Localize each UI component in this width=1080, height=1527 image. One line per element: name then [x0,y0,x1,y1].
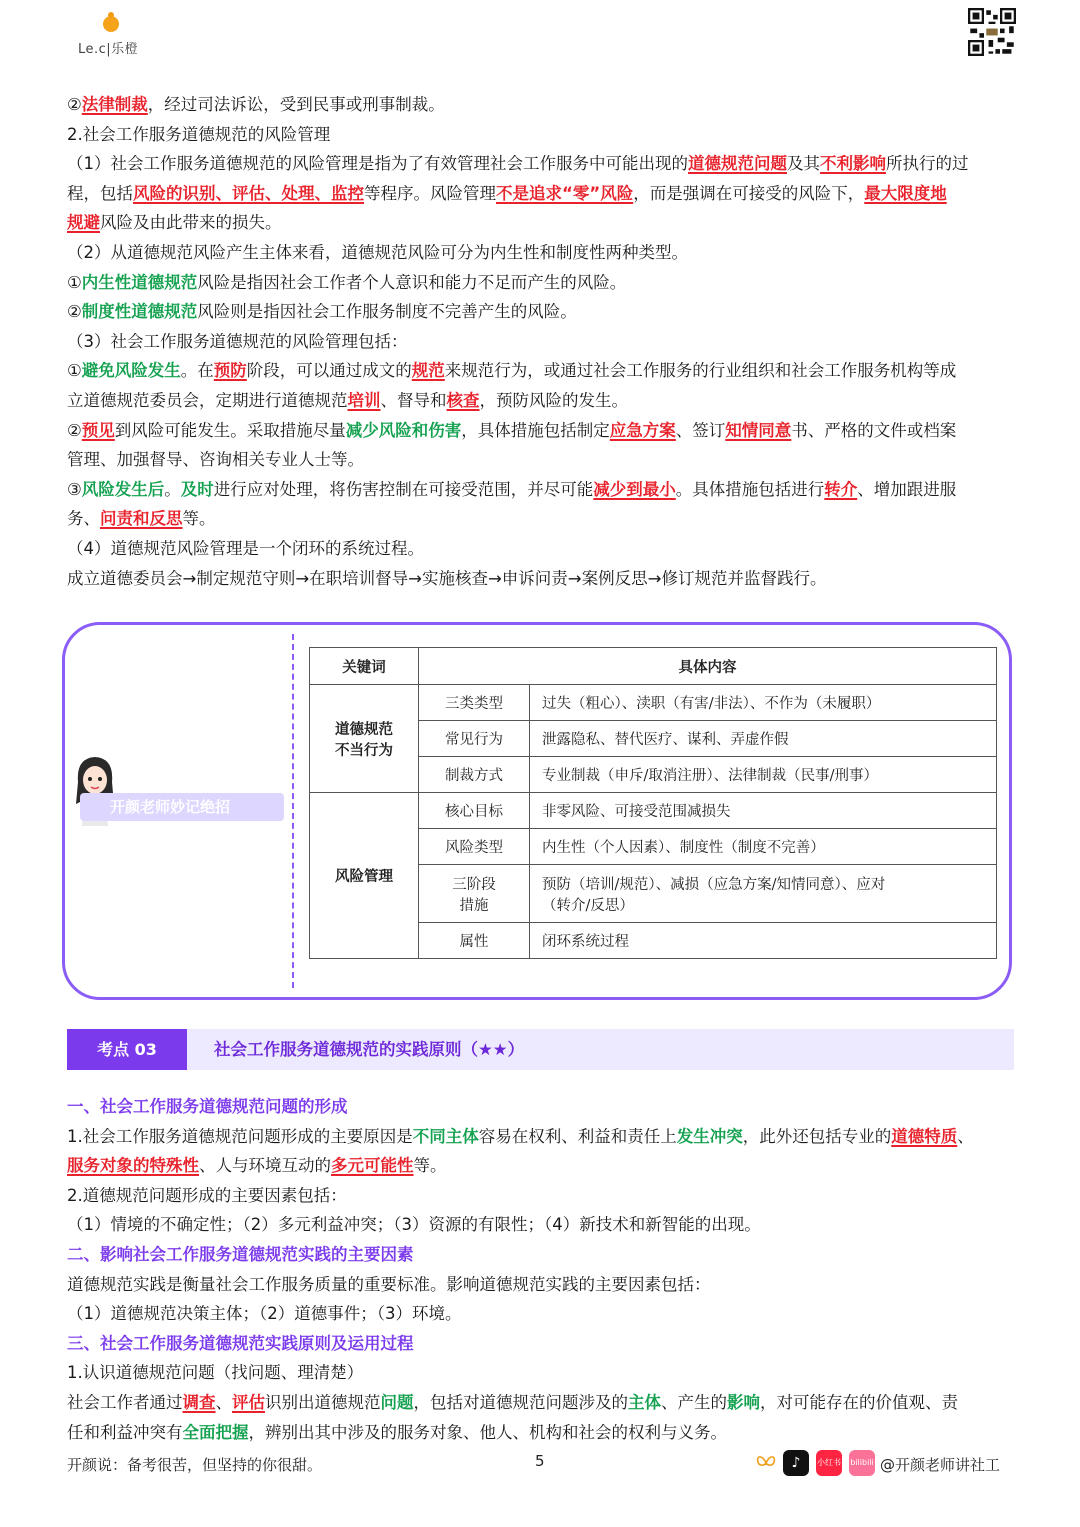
highlight-text: 预见 [81,420,115,440]
text-span: 2.社会工作服务道德规范的风险管理 [67,124,331,144]
text-line [67,475,1017,505]
key-cell: 核心目标 [419,793,530,829]
social-handle: @开颜老师讲社工 [880,1456,1001,1474]
douyin-icon: ♪ [783,1450,809,1476]
text-span: 、 [957,1126,974,1146]
xiaohongshu-icon: 小红书 [816,1450,842,1476]
text-line [67,1181,1017,1211]
text-line [67,327,1017,357]
key-cell: 三阶段 措施 [419,865,530,923]
text-span: ，预防风险的发生。 [479,390,628,410]
text-span: 阶段，可以通过成文的 [246,361,412,381]
text-line [67,268,1017,298]
group-cell: 风险管理 [310,793,419,959]
text-span: 、人与环境互动的 [199,1156,331,1176]
text-span: 、增加跟进服 [857,479,957,499]
text-span: 。在 [180,361,214,381]
key-cell: 三类类型 [419,685,530,721]
text-span: （1）情境的不确定性；（2）多元利益冲突；（3）资源的有限性；（4）新技术和新智能的出现。 [67,1215,761,1235]
key-cell: 制裁方式 [419,757,530,793]
highlight-text: 法律制裁 [81,95,148,114]
highlight-text: 调查 [182,1392,216,1412]
text-span: 及其 [787,154,820,174]
highlight-text: 制度性道德规范 [81,302,198,322]
highlight-text: 内生性道德规范 [81,272,198,292]
table-header-row [310,648,997,685]
key-cell: 风险类型 [419,829,530,865]
highlight-text: 二、影响社会工作服务道德规范实践的主要因素 [67,1244,414,1264]
text-span: 成立道德委员会→制定规范守则→在职培训督导→实施核查→申诉问责→案例反思→修订规范并监督践行。 [67,568,827,588]
highlight-text: 不利影响 [820,154,886,174]
text-span: 、产生的 [661,1392,727,1412]
text-span: 。具体措施包括进行 [675,479,825,499]
text-line [67,1151,1017,1181]
highlight-text: 主体 [628,1392,661,1412]
text-span: ，而是强调在可接受的风险下， [633,183,865,203]
text-span: 到风险可能发生。采取措施尽量 [114,420,346,440]
highlight-text: 不同主体 [412,1126,479,1146]
text-line [67,1092,1017,1122]
highlight-text: 全面把握 [182,1422,249,1442]
text-line [67,534,1017,564]
text-line [67,179,1017,209]
text-span: ，对可能存在的价值观、责 [760,1392,958,1412]
table-header-keyword: 关键词 [310,648,419,685]
highlight-text: 规避 [67,213,100,233]
exam-point-bar [67,1029,1014,1070]
text-line [67,564,1017,594]
table-row [310,685,997,721]
text-span: 、督导和 [380,390,447,410]
text-span: ，此外还包括专业的 [742,1126,892,1146]
text-span: 。 [164,479,181,499]
text-span: 识别出道德规范 [265,1392,381,1412]
text-line [67,1388,1017,1418]
value-cell: 内生性（个人因素）、制度性（制度不完善） [530,829,997,865]
text-span: （4）道德规范风险管理是一个闭环的系统过程。 [67,538,424,558]
text-span: 立道德规范委员会，定期进行道德规范 [67,390,348,410]
highlight-text: 评估 [232,1392,265,1412]
highlight-text: 多元可能性 [331,1156,414,1176]
text-span: 1.社会工作服务道德规范问题形成的主要原因是 [67,1126,413,1146]
highlight-text: 问题 [380,1392,414,1412]
text-line [67,238,1017,268]
keyword-table [309,647,997,959]
text-span: ② [67,95,82,114]
logo-text: Le.c|乐橙 [78,42,139,57]
table-row [310,793,997,829]
text-line [67,1418,1017,1448]
value-cell: 闭环系统过程 [530,923,997,959]
text-span: 任和利益冲突有 [67,1422,183,1442]
text-span: ② [67,302,82,322]
highlight-text: 发生冲突 [676,1126,743,1146]
text-span: 风险则是指因社会工作服务制度不完善产生的风险。 [197,302,577,322]
highlight-text: 最大限度地 [864,183,947,203]
text-line [67,149,1017,179]
exam-point-title: 社会工作服务道德规范的实践原则（★★） [214,1040,525,1059]
text-span: （3）社会工作服务道德规范的风险管理包括： [67,331,408,351]
text-span: 程，包括 [67,183,133,203]
text-line [67,356,1017,386]
highlight-text: 一、社会工作服务道德规范问题的形成 [67,1097,348,1116]
text-line [67,120,1017,150]
text-span: 2.道德规范问题形成的主要因素包括： [67,1185,347,1205]
text-span: （1）道德规范决策主体；（2）道德事件；（3）环境。 [67,1304,462,1324]
highlight-text: 问责和反思 [100,509,183,529]
text-span: 风险及由此带来的损失。 [100,213,282,233]
memory-tip-label: 开颜老师妙记绝招 [80,793,284,821]
key-cell: 常见行为 [419,721,530,757]
text-span: （2）从道德规范风险产生主体来看，道德规范风险可分为内生性和制度性两种类型。 [67,242,688,262]
value-cell: 专业制裁（申斥/取消注册）、法律制裁（民事/刑事） [530,757,997,793]
text-span: 所执行的过 [886,154,969,174]
highlight-text: 核查 [446,390,480,410]
text-span: ① [67,361,82,381]
value-cell: 过失（粗心）、渎职（有害/非法）、不作为（未履职） [530,685,997,721]
text-line [67,297,1017,327]
text-line [67,1329,1017,1359]
text-span: 等。 [413,1156,447,1176]
exam-point-tag: 考点 03 [67,1029,187,1070]
group-cell: 道德规范 不当行为 [310,685,419,793]
text-span: ③ [67,479,82,499]
highlight-text: 避免风险发生 [81,361,181,381]
highlight-text: 道德规范问题 [688,154,787,174]
highlight-text: 应急方案 [609,420,676,440]
text-span: 1.认识道德规范问题（找问题、理清楚） [67,1363,364,1383]
text-span: （1）社会工作服务道德规范的风险管理是指为了有效管理社会工作服务中可能出现的 [67,154,688,174]
sun-logo-icon [100,12,122,32]
table-header-content: 具体内容 [419,648,997,685]
text-line [67,1299,1017,1329]
highlight-text: 规范 [411,361,445,381]
value-cell: 泄露隐私、替代医疗、谋利、弄虚作假 [530,721,997,757]
key-cell: 属性 [419,923,530,959]
qr-code-icon [968,8,1016,56]
text-span: 社会工作者通过 [67,1392,183,1412]
text-span: ，包括对道德规范问题涉及的 [413,1392,628,1412]
highlight-text: 三、社会工作服务道德规范实践原则及运用过程 [67,1333,414,1353]
highlight-text: 知情同意 [725,420,792,440]
brand-logo [78,12,148,58]
highlight-text: 转介 [824,479,858,499]
text-span: ② [67,420,82,440]
highlight-text: 预防 [213,361,247,381]
text-span: 书、严格的文件或档案 [791,420,957,440]
text-line [67,1358,1017,1388]
divider [292,634,294,988]
text-line [67,90,1017,120]
text-span: 、签订 [675,420,726,440]
text-span: 道德规范实践是衡量社会工作服务质量的重要标准。影响道德规范实践的主要因素包括： [67,1274,711,1294]
highlight-text: 服务对象的特殊性 [67,1156,199,1176]
highlight-text: 培训 [347,390,381,410]
text-span: 、 [215,1392,232,1412]
text-line [67,1122,1017,1152]
highlight-text: 不是追求“零”风险 [496,183,634,203]
text-line [67,1210,1017,1240]
highlight-text: 减少到最小 [593,479,676,499]
text-span: 容易在权利、利益和责任上 [478,1126,677,1146]
practice-principles-section [67,1092,1017,1447]
text-span: 来规范行为，或通过社会工作服务的行业组织和社会工作服务机构等成 [444,361,957,381]
text-span: ，辨别出其中涉及的服务对象、他人、机构和社会的权利与义务。 [248,1422,727,1442]
footer-motto: 开颜说：备考很苦，但坚持的你很甜。 [67,1456,323,1474]
text-line [67,386,1017,416]
text-line [67,1240,1017,1270]
value-cell: 非零风险、可接受范围减损失 [530,793,997,829]
text-span: 务、 [67,509,100,529]
text-line [67,504,1017,534]
text-line [67,445,1017,475]
text-span: 管理、加强督导、咨询相关专业人士等。 [67,450,364,470]
highlight-text: 影响 [727,1392,760,1412]
page-number: 5 [535,1452,545,1470]
text-span: 等程序。风险管理 [364,183,496,203]
text-span: 进行应对处理，将伤害控制在可接受范围，并尽可能 [213,479,594,499]
text-span: ，具体措施包括制定 [461,420,610,440]
butterfly-icon [756,1454,776,1472]
text-line [67,208,1017,238]
page-footer [0,1450,1080,1490]
highlight-text: 及时 [180,479,214,499]
highlight-text: 风险发生后 [81,479,165,499]
bilibili-icon: bilibili [849,1450,875,1476]
text-span: 等。 [182,509,216,529]
text-span: ，经过司法诉讼，受到民事或刑事制裁。 [147,95,445,114]
highlight-text: 道德特质 [891,1126,958,1146]
text-span: ① [67,272,82,292]
risk-management-section [67,90,1017,593]
text-span: 风险是指因社会工作者个人意识和能力不足而产生的风险。 [197,272,627,292]
text-line [67,1270,1017,1300]
value-cell: 预防（培训/规范）、减损（应急方案/知情同意）、应对 （转介/反思） [530,865,997,923]
text-line [67,416,1017,446]
highlight-text: 减少风险和伤害 [345,420,462,440]
highlight-text: 风险的识别、评估、处理、监控 [133,183,364,203]
